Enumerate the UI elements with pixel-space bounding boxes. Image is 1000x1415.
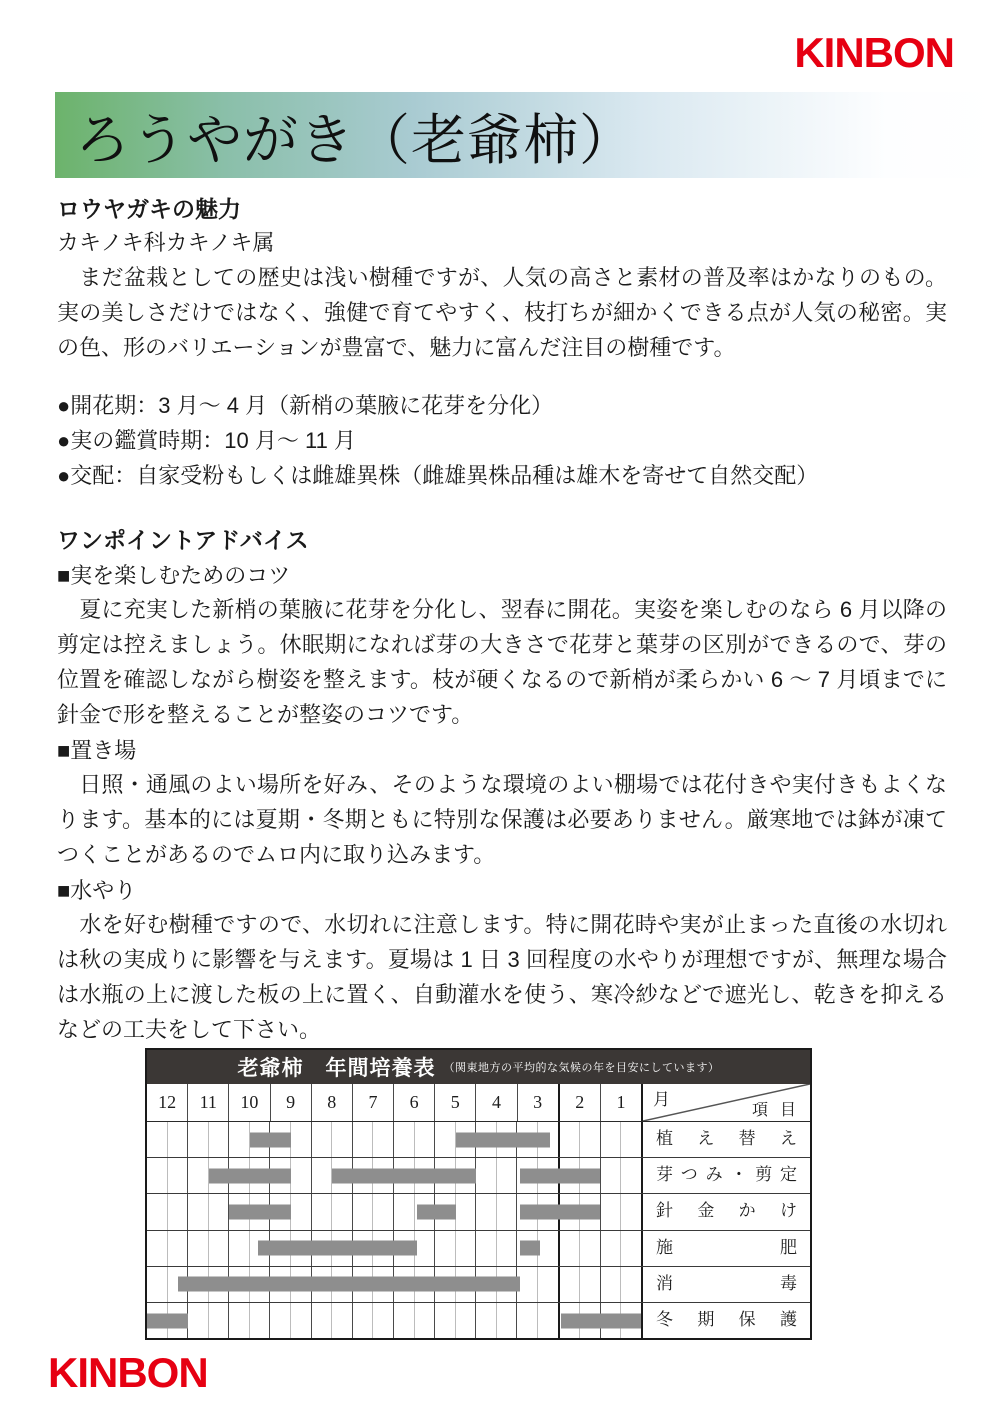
task-bar: [178, 1277, 520, 1292]
grid-cell: [353, 1122, 374, 1157]
grid-cell: [147, 1231, 168, 1266]
grid-cell: [373, 1303, 394, 1338]
grid-cell: [601, 1158, 622, 1193]
task-bar: [250, 1132, 291, 1147]
grid-cell: [415, 1122, 436, 1157]
grid-cell: [373, 1194, 394, 1229]
grid-cell: [538, 1267, 560, 1302]
grid-cell: [621, 1122, 641, 1157]
month-header-cell: 11: [188, 1084, 229, 1121]
section-intro: [57, 193, 947, 365]
grid-cell: [601, 1267, 622, 1302]
task-bar-zone: [147, 1303, 641, 1338]
grid-cell: [394, 1122, 415, 1157]
grid-cell: [580, 1122, 601, 1157]
advice-paragraph-placement: 日照・通風のよい場所を好み、そのような環境のよい棚場では花付きや実付きもよくなります。基本的には夏期・冬期ともに特別な保護は必要ありません。厳寒地では鉢が凍てつくことがあるのでムロ内に取り込みます。: [57, 772, 947, 867]
grid-cell: [456, 1303, 477, 1338]
month-header-cell: 7: [353, 1084, 394, 1121]
advice-paragraph-watering: 水を好む樹種ですので、水切れに注意します。特に開花時や実が止まった直後の水切れは秋の実成りに影響を与えます。夏場は 1 日 3 回程度の水やりが理想ですが、無理な場合は水瓶の上に渡した板の上に置く、自動灌水を使う、寒冷紗などで遮光し、乾きを抑えるなどの工夫をして下さい。: [57, 912, 947, 1042]
grid-cell: [209, 1122, 230, 1157]
grid-cell: [497, 1194, 518, 1229]
grid-cell: [188, 1158, 209, 1193]
month-header-cell: 1: [616, 1092, 626, 1112]
task-bar: [520, 1168, 600, 1183]
grid-cell: [415, 1231, 436, 1266]
bullet-fruit-season: ●実の鑑賞時期：10 月～ 11 月: [57, 428, 356, 453]
title-banner: [55, 92, 1000, 178]
brand-logo-top: KINBON: [794, 29, 954, 76]
grid-cell: [312, 1303, 333, 1338]
task-bar: [258, 1241, 416, 1256]
advice-heading: ワンポイントアドバイス: [57, 527, 309, 553]
task-label: 冬期保護: [641, 1303, 810, 1338]
grid-cell: [168, 1122, 189, 1157]
month-header-cell: 12: [147, 1084, 188, 1121]
grid-cell: [517, 1267, 538, 1302]
month-header-cell: 4: [476, 1084, 517, 1121]
advice-subheading-placement: ■置き場: [57, 738, 137, 763]
task-row: [147, 1267, 810, 1303]
task-row: [147, 1122, 810, 1158]
grid-cell: [209, 1194, 230, 1229]
task-row: [147, 1231, 810, 1267]
grid-cell: [229, 1122, 250, 1157]
grid-cell: [147, 1122, 168, 1157]
month-header-cell: 8: [312, 1084, 353, 1121]
grid-cell: [332, 1303, 353, 1338]
grid-cell: [601, 1194, 622, 1229]
grid-cell: [456, 1231, 477, 1266]
month-header-cell: 3: [518, 1084, 560, 1121]
grid-cell: [456, 1194, 477, 1229]
grid-cell: [415, 1303, 436, 1338]
intro-paragraph: まだ盆栽としての歴史は浅い樹種ですが、人気の高さと素材の普及率はかなりのもの。実の美しさだけではなく、強健で育てやすく、枝打ちが細かくできる点が人気の秘密。実の色、形のバリエーションが豊富で、魅力に富んだ注目の樹種です。: [57, 265, 947, 360]
bullet-flowering: ●開花期：3 月～ 4 月（新梢の葉腋に花芽を分化）: [57, 393, 554, 418]
task-row: [147, 1194, 810, 1230]
grid-cell: [291, 1122, 312, 1157]
grid-cell: [476, 1231, 497, 1266]
grid-cell: [476, 1303, 497, 1338]
calendar-month-header: [147, 1084, 810, 1122]
grid-cell: [209, 1231, 230, 1266]
corner-item-label: 項 目: [751, 1102, 800, 1119]
task-bar: [456, 1132, 551, 1147]
grid-cell: [332, 1122, 353, 1157]
grid-cell: [291, 1194, 312, 1229]
grid-cell: [312, 1122, 333, 1157]
grid-cell: [332, 1194, 353, 1229]
task-bar-zone: [147, 1231, 641, 1266]
grid-cell: [147, 1158, 168, 1193]
grid-cell: [394, 1194, 415, 1229]
task-label: 消毒: [641, 1267, 810, 1302]
grid-cell: [497, 1158, 518, 1193]
grid-cell: [229, 1231, 250, 1266]
calendar-title-bar: [147, 1050, 810, 1084]
month-header-cell: 2: [560, 1084, 601, 1121]
grid-cell: [147, 1194, 168, 1229]
grid-cell: [373, 1122, 394, 1157]
bullet-pollination: ●交配：自家受粉もしくは雌雄異株（雌雄異株品種は雄木を寄せて自然交配）: [57, 463, 819, 488]
intro-heading: ロウヤガキの魅力: [57, 196, 241, 222]
month-header-cell: 10: [229, 1084, 270, 1121]
grid-cell: [601, 1231, 622, 1266]
grid-cell: [538, 1231, 560, 1266]
grid-cell: [621, 1194, 641, 1229]
month-header-cell: 5: [435, 1084, 476, 1121]
task-label: 芽つみ・剪定: [641, 1158, 810, 1193]
grid-cell: [291, 1158, 312, 1193]
grid-cell: [580, 1267, 601, 1302]
task-bar: [417, 1204, 456, 1219]
grid-cell: [168, 1194, 189, 1229]
section-advice: [57, 524, 947, 1047]
grid-cell: [250, 1303, 271, 1338]
grid-cell: [353, 1194, 374, 1229]
task-bar: [561, 1313, 641, 1328]
grid-cell: [188, 1303, 209, 1338]
grid-cell: [497, 1303, 518, 1338]
task-label: 針金かけ: [641, 1194, 810, 1229]
grid-cell: [560, 1122, 581, 1157]
task-bar: [332, 1168, 476, 1183]
grid-cell: [312, 1194, 333, 1229]
grid-cell: [188, 1122, 209, 1157]
intro-taxonomy: カキノキ科カキノキ属: [57, 230, 275, 255]
grid-cell: [560, 1231, 581, 1266]
task-label: 植え替え: [641, 1122, 810, 1157]
grid-cell: [291, 1303, 312, 1338]
grid-cell: [394, 1303, 415, 1338]
grid-cell: [209, 1303, 230, 1338]
grid-cell: [621, 1267, 641, 1302]
grid-cell: [560, 1267, 581, 1302]
grid-cell: [435, 1231, 456, 1266]
task-bar: [147, 1313, 188, 1328]
calendar-note: （関東地方の平均的な気候の年を目安にしています）: [443, 1062, 720, 1074]
task-row: [147, 1158, 810, 1194]
page-title: ろうやがき（老爺柿）: [75, 109, 636, 171]
task-bar: [209, 1168, 291, 1183]
task-bar: [229, 1204, 291, 1219]
grid-cell: [435, 1303, 456, 1338]
task-bar-zone: [147, 1267, 641, 1302]
month-header-cells: [147, 1084, 641, 1121]
grid-cell: [168, 1158, 189, 1193]
grid-cell: [497, 1231, 518, 1266]
calendar-title: 老爺柿 年間培養表: [237, 1056, 436, 1080]
month-header-cell: 9: [271, 1084, 312, 1121]
corner-month-label: 月: [653, 1090, 670, 1109]
brand-logo-bottom: KINBON: [48, 1349, 208, 1396]
grid-cell: [538, 1303, 560, 1338]
calendar-table: [145, 1048, 812, 1340]
advice-subheading-watering: ■水やり: [57, 878, 137, 903]
grid-cell: [601, 1122, 622, 1157]
task-label: 施肥: [641, 1231, 810, 1266]
grid-cell: [517, 1303, 538, 1338]
grid-cell: [147, 1267, 168, 1302]
grid-cell: [621, 1231, 641, 1266]
grid-cell: [353, 1303, 374, 1338]
grid-cell: [270, 1303, 291, 1338]
month-header-cell: 6: [394, 1084, 435, 1121]
calendar-rows: [147, 1122, 810, 1338]
task-bar: [520, 1204, 600, 1219]
advice-paragraph-fruit: 夏に充実した新梢の葉腋に花芽を分化し、翌春に開花。実姿を楽しむのなら 6 月以降の剪定は控えましょう。休眠期になれば芽の大きさで花芽と葉芽の区別ができるので、芽の位置を確認しながら樹姿を整えます。枝が硬くなるので新梢が柔らかい 6 ～ 7 月頃までに針金で形を整えることが整姿のコツです。: [57, 597, 947, 727]
section-facts: [57, 388, 947, 493]
advice-subheading-fruit: ■実を楽しむためのコツ: [57, 563, 291, 588]
grid-cell: [435, 1122, 456, 1157]
grid-cell: [312, 1158, 333, 1193]
task-bar-zone: [147, 1122, 641, 1157]
task-row: [147, 1303, 810, 1338]
task-bar-zone: [147, 1194, 641, 1229]
grid-cell: [229, 1303, 250, 1338]
grid-cell: [621, 1158, 641, 1193]
grid-cell: [476, 1194, 497, 1229]
grid-cell: [188, 1194, 209, 1229]
grid-cell: [476, 1158, 497, 1193]
task-bar: [520, 1241, 541, 1256]
grid-cell: [168, 1231, 189, 1266]
task-bar-zone: [147, 1158, 641, 1193]
grid-cell: [580, 1231, 601, 1266]
calendar-corner-cell: [641, 1084, 810, 1121]
grid-cell: [188, 1231, 209, 1266]
